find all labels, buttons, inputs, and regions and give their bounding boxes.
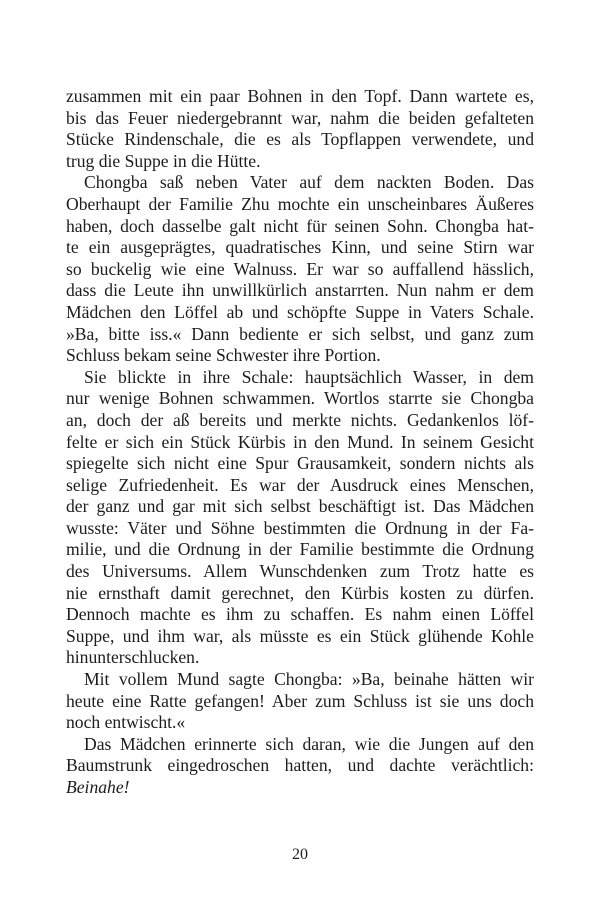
- text-line: Dennoch machte es ihm zu schaffen. Es nahm einen Löffel: [66, 604, 534, 625]
- text-line: Stücke Rindenschale, die es als Topflappen verwendete, und: [66, 129, 534, 150]
- text-line: te ein ausgeprägtes, quadratisches Kinn, und seine Stirn war: [66, 237, 534, 258]
- text-line: wusste: Väter und Söhne bestimmten die Ordnung in der Fa-: [66, 517, 534, 538]
- page-number: 20: [292, 846, 308, 863]
- paragraph-start-line: Chongba saß neben Vater auf dem nackten Boden. Das: [84, 172, 534, 193]
- italic-text-line: Beinahe!: [66, 777, 130, 797]
- paragraph-start-line: Das Mädchen erinnerte sich daran, wie die Jungen auf den: [84, 733, 534, 754]
- body-text: [66, 86, 534, 799]
- text-line: haben, doch dasselbe galt nicht für seinen Sohn. Chongba hat-: [66, 215, 534, 236]
- text-line: des Universums. Allem Wunschdenken zum Trotz hatte es: [66, 561, 534, 582]
- text-line: spiegelte sich nicht eine Spur Grausamkeit, sondern nichts als: [66, 453, 534, 474]
- text-line: so buckelig wie eine Walnuss. Er war so auffallend hässlich,: [66, 258, 534, 279]
- paragraph-start-line: Mit vollem Mund sagte Chongba: »Ba, beinahe hätten wir: [84, 669, 534, 690]
- text-line: der ganz und gar mit sich selbst beschäftigt ist. Das Mädchen: [66, 496, 534, 517]
- text-line: zusammen mit ein paar Bohnen in den Topf. Dann wartete es,: [66, 86, 534, 106]
- text-line: Mädchen den Löffel ab und schöpfte Suppe in Vaters Schale.: [66, 301, 534, 322]
- text-line: milie, und die Ordnung in der Familie bestimmte die Ordnung: [66, 539, 534, 560]
- text-line: an, doch der aß bereits und merkte nichts. Gedankenlos löf-: [66, 409, 534, 430]
- text-line: bis das Feuer niedergebrannt war, nahm die beiden gefalteten: [66, 107, 534, 128]
- text-line: hinunterschlucken.: [66, 647, 200, 668]
- text-line: nur wenige Bohnen schwammen. Wortlos starrte sie Chongba: [66, 388, 534, 409]
- text-line: selige Zufriedenheit. Es war der Ausdruck eines Menschen,: [66, 474, 534, 495]
- text-line: nie ernsthaft damit gerechnet, den Kürbis kosten zu dürfen.: [66, 582, 534, 603]
- text-line: Suppe, und ihm war, als müsste es ein Stück glühende Kohle: [66, 625, 534, 646]
- text-line: trug die Suppe in die Hütte.: [66, 150, 261, 171]
- text-line: Oberhaupt der Familie Zhu mochte ein unscheinbares Äußeres: [66, 193, 534, 214]
- text-line: Schluss bekam seine Schwester ihre Portion.: [66, 345, 381, 366]
- text-line: heute eine Ratte gefangen! Aber zum Schluss ist sie uns doch: [66, 690, 534, 711]
- text-line: felte er sich ein Stück Kürbis in den Mund. In seinem Gesicht: [66, 431, 534, 452]
- paragraph-start-line: Sie blickte in ihre Schale: hauptsächlich Wasser, in dem: [84, 366, 534, 387]
- text-line: noch entwischt.«: [66, 712, 186, 733]
- text-line: Baumstrunk eingedroschen hatten, und dachte verächtlich:: [66, 755, 534, 776]
- text-line: dass die Leute ihn unwillkürlich anstarrten. Nun nahm er dem: [66, 280, 534, 301]
- text-line: »Ba, bitte iss.« Dann bediente er sich selbst, und ganz zum: [66, 323, 534, 344]
